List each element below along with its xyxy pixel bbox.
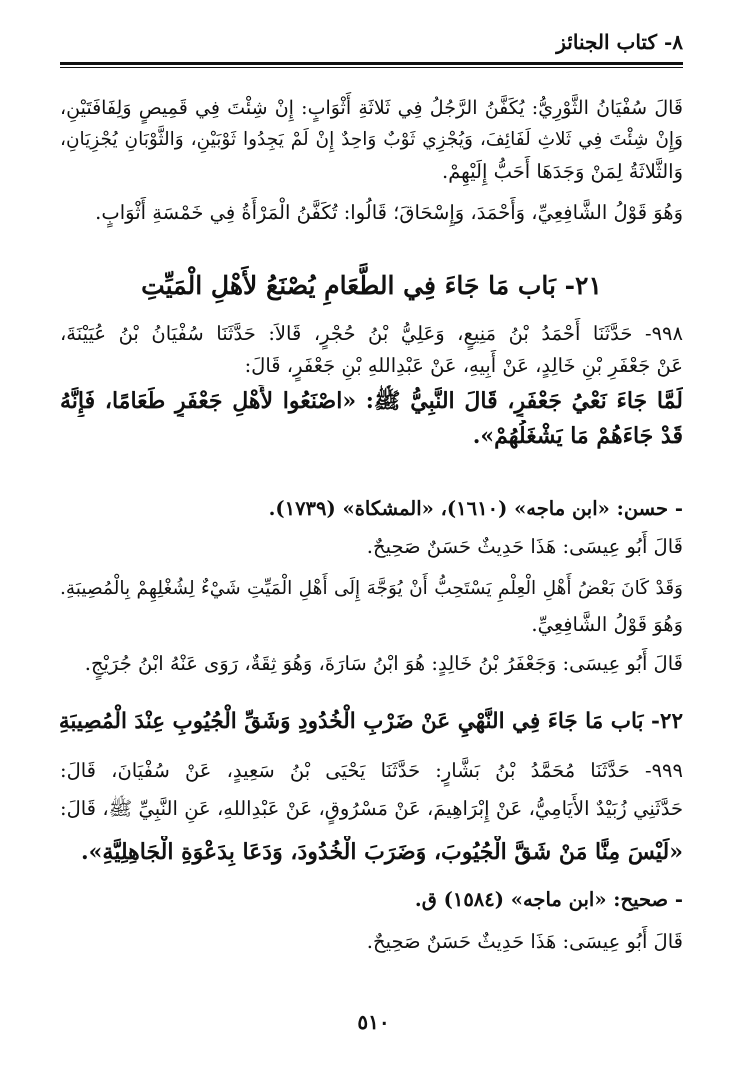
text-line: قَالَ أَبُو عِيسَى: هَذَا حَدِيثٌ حَسَنٌ صَحِيحٌ. (366, 930, 683, 953)
section-heading: ٢٢- بَاب مَا جَاءَ فِي النَّهْيِ عَنْ ضَرْبِ الْخُدُودِ وَشَقِّ الْجُيُوبِ عِنْدَ الْمُصِيبَةِ (58, 709, 683, 734)
text-line: وَهُوَ قَوْلُ الشَّافِعِيِّ، وَأَحْمَدَ، وَإِسْحَاقَ؛ قَالُوا: تُكَفَّنُ الْمَرْأَةُ فِي خَمْسَةِ أَثْوَابٍ. (95, 201, 683, 224)
text-line: قَالَ أَبُو عِيسَى: وَجَعْفَرُ بْنُ خَالِدٍ: هُوَ ابْنُ سَارَةَ، وَهُوَ ثِقَةٌ، رَوَى عَنْهُ ابْنُ جُرَيْجٍ. (84, 652, 683, 675)
hadith-chain: ٩٩٨- حَدَّثَنَا أَحْمَدُ بْنُ مَنِيعٍ، وَعَلِيُّ بْنُ حُجْرٍ، قَالاَ: حَدَّثَنَا سُفْيَانُ بْنُ عُيَيْنَةَ، (60, 322, 683, 345)
text-line: قَالَ أَبُو عِيسَى: هَذَا حَدِيثٌ حَسَنٌ صَحِيحٌ. (366, 535, 683, 558)
header-rule-thin (60, 67, 683, 68)
hadith-text: قَدْ جَاءَهُمْ مَا يَشْغَلُهُمْ». (472, 423, 683, 449)
running-header (60, 30, 683, 60)
hadith-text: لَمَّا جَاءَ نَعْيُ جَعْفَرٍ، قَالَ النَّبِيُّ ﷺ: «اصْنَعُوا لأَهْلِ جَعْفَرٍ طَعَامًا، فَإِنَّهُ (60, 388, 683, 414)
text-line: وَهُوَ قَوْلُ الشَّافِعِيِّ. (531, 613, 683, 636)
hadith-chain: عَنْ جَعْفَرِ بْنِ خَالِدٍ، عَنْ أَبِيهِ، عَنْ عَبْدِاللهِ بْنِ جَعْفَرٍ، قَالَ: (244, 354, 683, 377)
text-line: وَالثَّلاثَةُ لِمَنْ وَجَدَهَا أَحَبُّ إِلَيْهِمْ. (442, 160, 683, 183)
page-number: ٥١٠ (357, 1010, 390, 1034)
hadith-text: «لَيْسَ مِنَّا مَنْ شَقَّ الْجُيُوبَ، وَضَرَبَ الْخُدُودَ، وَدَعَا بِدَعْوَةِ الْجَاهِلِيَّةِ». (81, 839, 683, 865)
grading-note: - حسن: «ابن ماجه» (١٦١٠)، «المشكاة» (١٧٣٩). (268, 497, 683, 520)
text-line: قَالَ سُفْيَانُ الثَّوْرِيُّ: يُكَفَّنُ الرَّجُلُ فِي ثَلاثَةِ أَثْوَابٍ: إِنْ شِئْتَ فِي قَمِيصٍ وَلِفَافَتَيْنِ، (60, 97, 683, 119)
section-heading: ٢١- بَاب مَا جَاءَ فِي الطَّعَامِ يُصْنَعُ لأَهْلِ الْمَيِّتِ (141, 271, 602, 300)
chapter-title: ٨- كتاب الجنائز (556, 30, 683, 54)
text-line: وَقَدْ كَانَ بَعْضُ أَهْلِ الْعِلْمِ يَسْتَحِبُّ أَنْ يُوَجَّهَ إِلَى أَهْلِ الْمَيِّتِ شَيْءٌ لِشُغْلِهِمْ بِالْمُصِيبَةِ. (60, 578, 683, 599)
hadith-chain: حَدَّثَنِي زُبَيْدٌ الأَيَامِيُّ، عَنْ إِبْرَاهِيمَ، عَنْ مَسْرُوقٍ، عَنْ عَبْدِاللهِ، عَنِ النَّبِيِّ ﷺ، قَالَ: (60, 797, 683, 820)
header-rule (60, 62, 683, 65)
text-line: وَإِنْ شِئْتَ فِي ثَلاثِ لَفَائِفَ، وَيُجْزِي ثَوْبٌ وَاحِدٌ إِنْ لَمْ يَجِدُوا ثَوْبَيْنِ، وَالثَّوْبَانِ يُجْزِيَانِ، (60, 129, 683, 150)
grading-note: - صحيح: «ابن ماجه» (١٥٨٤) ق. (414, 888, 683, 911)
hadith-chain: ٩٩٩- حَدَّثَنَا مُحَمَّدُ بْنُ بَشَّارٍ: حَدَّثَنَا يَحْيَى بْنُ سَعِيدٍ، عَنْ سُفْيَانَ، قَالَ: (60, 759, 683, 782)
